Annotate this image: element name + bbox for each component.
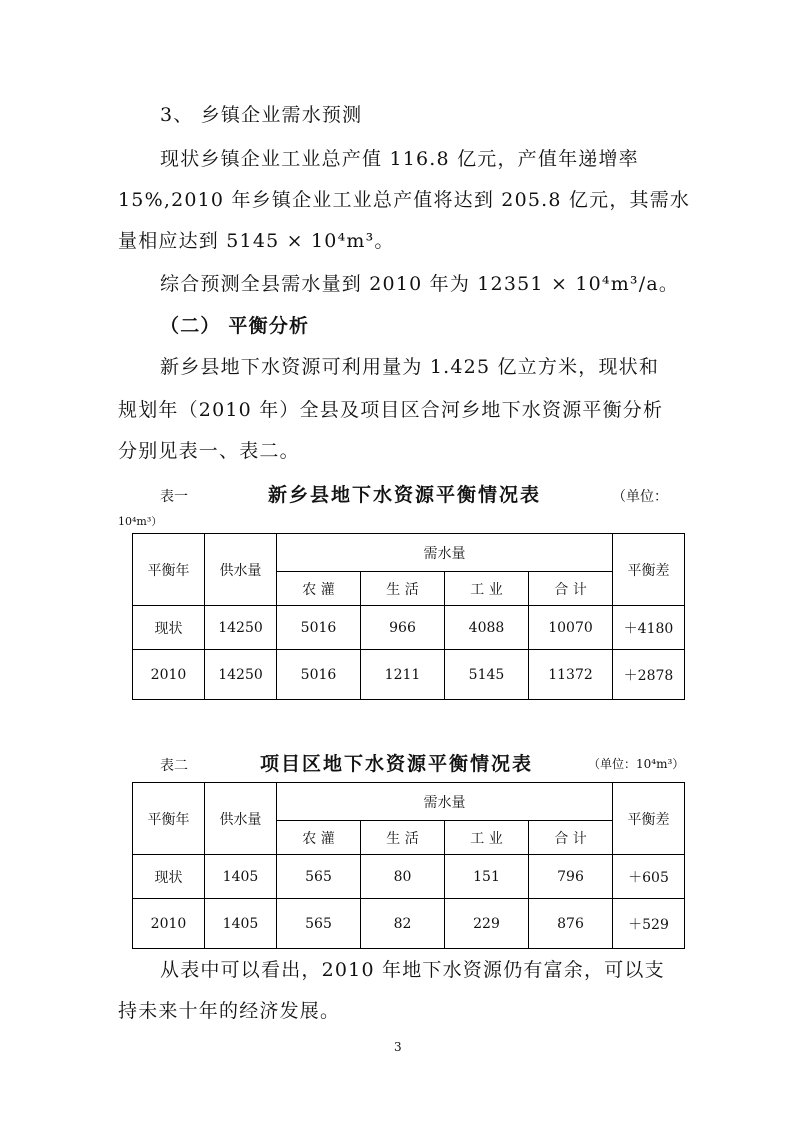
table-cell: ＋605 [613,855,685,899]
table-cell: 82 [361,899,445,949]
table-cell: 1405 [205,855,277,899]
table-title: 项目区地下水资源平衡情况表 [260,753,534,775]
header-industry: 工 业 [445,821,529,855]
page-number: 3 [394,1040,402,1054]
table-row [133,650,685,700]
header-supply: 供水量 [205,783,277,855]
table-cell: 1405 [205,899,277,949]
paragraph-line: 持未来十年的经济发展。 [118,1000,341,1022]
table-cell: 5016 [277,650,361,700]
table-cell: 5016 [277,606,361,650]
paragraph-line: 规划年（2010 年）全县及项目区合河乡地下水资源平衡分析 [118,399,664,421]
table-label: 表二 [160,758,188,774]
table-cell: ＋529 [613,899,685,949]
table-cell: 现状 [133,855,205,899]
paragraph-line: 新乡县地下水资源可利用量为 1.425 亿立方米，现状和 [160,356,660,378]
header-demand: 需水量 [277,534,613,572]
table-row [133,606,685,650]
table-cell: 4088 [445,606,529,650]
table-unit: （单位：10⁴m³） [588,757,685,771]
table-cell: 14250 [205,606,277,650]
table-title: 新乡县地下水资源平衡情况表 [268,484,542,506]
subsection-heading: （二） 平衡分析 [160,315,310,337]
water-balance-table-2 [132,782,685,949]
header-year: 平衡年 [133,783,205,855]
header-total: 合 计 [529,821,613,855]
paragraph-line: 15%,2010 年乡镇企业工业总产值将达到 205.8 亿元，其需水 [118,189,691,211]
table-cell: 151 [445,855,529,899]
header-demand: 需水量 [277,783,613,821]
table-cell: 11372 [529,650,613,700]
paragraph-line: 分别见表一、表二。 [118,440,300,462]
table-cell: 5145 [445,650,529,700]
header-irrigation: 农 灌 [277,572,361,606]
table-cell: 565 [277,855,361,899]
table-cell: 966 [361,606,445,650]
header-diff: 平衡差 [613,783,685,855]
table-cell: 796 [529,855,613,899]
header-industry: 工 业 [445,572,529,606]
table-cell: 876 [529,899,613,949]
table-row [133,899,685,949]
table-cell: ＋2878 [613,650,685,700]
header-year: 平衡年 [133,534,205,606]
table-cell: 80 [361,855,445,899]
table-cell: 10070 [529,606,613,650]
header-supply: 供水量 [205,534,277,606]
table-cell: 229 [445,899,529,949]
table-cell: 1211 [361,650,445,700]
table-cell: 2010 [133,899,205,949]
table-row [133,855,685,899]
header-domestic: 生 活 [361,572,445,606]
header-domestic: 生 活 [361,821,445,855]
table-cell: 14250 [205,650,277,700]
table-label: 表一 [160,489,188,505]
table-unit: （单位： [612,489,668,505]
paragraph-line: 现状乡镇企业工业总产值 116.8 亿元，产值年递增率 [160,148,639,170]
table-cell: 现状 [133,606,205,650]
header-total: 合 计 [529,572,613,606]
section-heading: 3、 乡镇企业需水预测 [160,104,363,126]
paragraph-line: 综合预测全县需水量到 2010 年为 12351 × 10⁴m³/a。 [160,273,680,295]
table-unit: 10⁴m³） [118,515,163,528]
header-irrigation: 农 灌 [277,821,361,855]
header-diff: 平衡差 [613,534,685,606]
water-balance-table-1 [132,533,685,700]
table-cell: ＋4180 [613,606,685,650]
paragraph-line: 量相应达到 5145 × 10⁴m³。 [118,230,395,252]
table-cell: 565 [277,899,361,949]
paragraph-line: 从表中可以看出，2010 年地下水资源仍有富余，可以支 [160,959,665,981]
table-cell: 2010 [133,650,205,700]
